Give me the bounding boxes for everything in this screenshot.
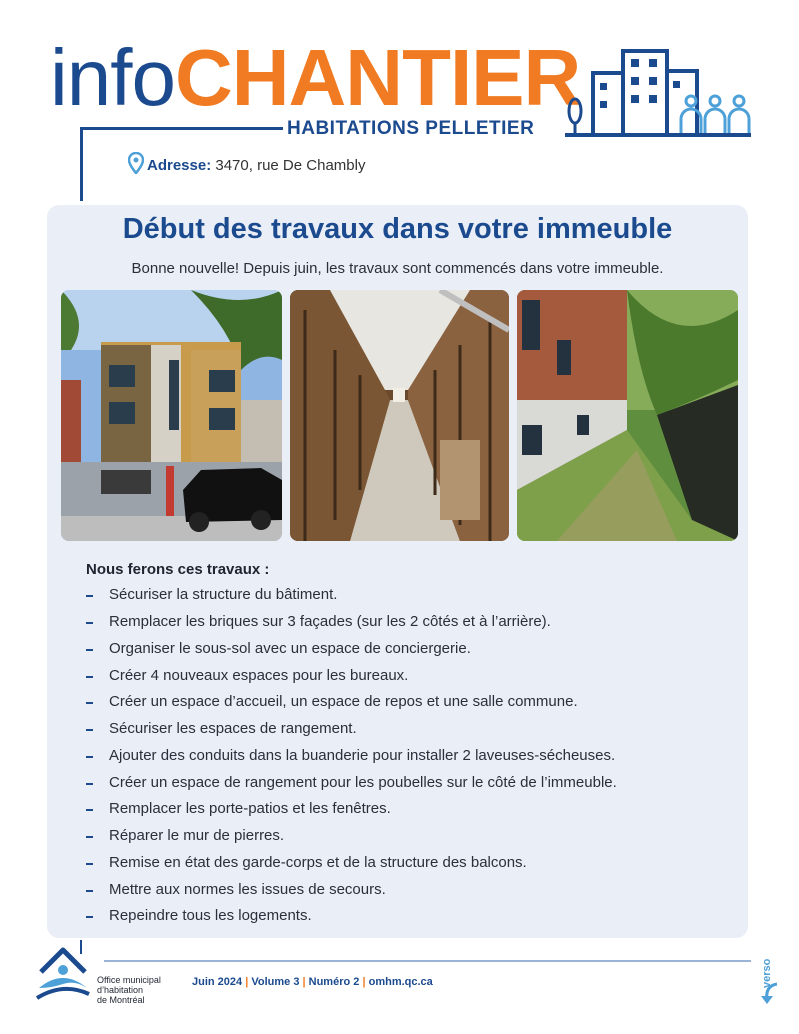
dash-bullet	[86, 756, 93, 758]
work-item: Sécuriser les espaces de rangement.	[86, 720, 357, 737]
dash-bullet	[86, 595, 93, 597]
header-horizontal-rule	[80, 127, 283, 130]
photo-building-exterior	[61, 290, 282, 541]
location-pin-icon	[128, 152, 144, 174]
work-item: Remplacer les porte-patios et les fenêtres.	[86, 800, 391, 817]
logo-info-text: info	[50, 33, 175, 122]
work-item: Remplacer les briques sur 3 façades (sur les 2 côtés et à l’arrière).	[86, 613, 551, 630]
work-item: Remise en état des garde-corps et de la structure des balcons.	[86, 854, 527, 871]
omhm-logo-icon	[33, 944, 93, 1002]
issue-date: Juin 2024	[192, 976, 243, 988]
issue-number: Numéro 2	[308, 976, 360, 988]
photo-side-yard	[517, 290, 738, 541]
newsletter-logo	[50, 28, 580, 128]
verso-indicator[interactable]	[757, 948, 787, 1008]
work-item: Créer 4 nouveaux espaces pour les bureaux.	[86, 667, 408, 684]
work-item: Sécuriser la structure du bâtiment.	[86, 586, 337, 603]
work-item: Mettre aux normes les issues de secours.	[86, 881, 386, 898]
dash-bullet	[86, 836, 93, 838]
address-label: Adresse:	[147, 157, 212, 174]
work-item: Créer un espace de rangement pour les poubelles sur le côté de l’immeuble.	[86, 774, 617, 791]
dash-bullet	[86, 649, 93, 651]
article-title: Début des travaux dans votre immeuble	[122, 213, 673, 245]
work-item: Créer un espace d’accueil, un espace de repos et une salle commune.	[86, 693, 578, 710]
issue-volume: Volume 3	[251, 976, 300, 988]
work-list-title: Nous ferons ces travaux :	[86, 561, 270, 578]
address-line	[128, 152, 365, 174]
buildings-people-icon	[565, 45, 755, 140]
dash-bullet	[86, 890, 93, 892]
project-name: HABITATIONS PELLETIER	[287, 118, 535, 139]
dash-bullet	[86, 809, 93, 811]
footer-rule	[104, 960, 751, 962]
dash-bullet	[86, 916, 93, 918]
article-lead: Bonne nouvelle! Depuis juin, les travaux sont commencés dans votre immeuble.	[131, 260, 664, 277]
dash-bullet	[86, 702, 93, 704]
address-value: 3470, rue De Chambly	[215, 157, 366, 174]
header-vertical-rule	[80, 127, 83, 201]
omhm-name: Office municipal d’habitation de Montréal	[97, 975, 161, 1005]
verso-label: verso	[761, 958, 773, 988]
website-link[interactable]: omhm.qc.ca	[368, 976, 433, 988]
dash-bullet	[86, 729, 93, 731]
work-item: Réparer le mur de pierres.	[86, 827, 284, 844]
work-item: Organiser le sous-sol avec un espace de conciergerie.	[86, 640, 471, 657]
work-item: Repeindre tous les logements.	[86, 907, 312, 924]
dash-bullet	[86, 863, 93, 865]
dash-bullet	[86, 676, 93, 678]
work-item: Ajouter des conduits dans la buanderie pour installer 2 laveuses-sécheuses.	[86, 747, 615, 764]
photo-interior-corridor	[290, 290, 509, 541]
logo-chantier-text: CHANTIER	[174, 33, 581, 122]
issue-info: Juin 2024 | Volume 3 | Numéro 2 | omhm.qc.ca	[192, 976, 433, 988]
dash-bullet	[86, 783, 93, 785]
dash-bullet	[86, 622, 93, 624]
turn-page-arrow-icon	[757, 982, 783, 1006]
